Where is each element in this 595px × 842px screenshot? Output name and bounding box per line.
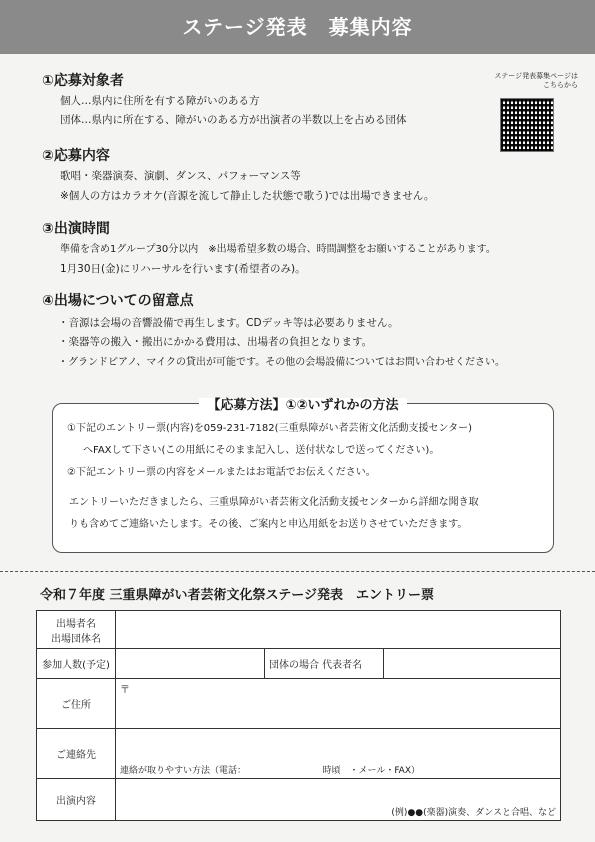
participant-count-label: 参加人数(予定): [37, 649, 116, 679]
contact-field[interactable]: [116, 729, 561, 779]
note-equipment: ・グランドピアノ、マイクの貸出が可能です。その他の会場設備についてはお問い合わせください。: [58, 357, 505, 368]
content-note: ※個人の方はカラオケ(音源を流して静止した状態で歌う)では出場できません。: [60, 190, 435, 202]
method-title: 【応募方法】①②いずれかの方法: [199, 398, 406, 413]
time-limit: 準備を含め1グループ30分以内 ※出場希望多数の場合、時間調整をお願いすることがあります。: [60, 244, 496, 255]
performance-content-field[interactable]: [116, 779, 561, 821]
entry-form-title: 令和７年度 三重県障がい者芸術文化祭ステージ発表 エントリー票: [40, 588, 435, 603]
page-title: ステージ発表 募集内容: [182, 15, 413, 39]
entry-form-table: [36, 610, 561, 821]
section-heading-content: ②応募内容: [42, 148, 110, 164]
rehearsal-note: 1月30日(金)にリハーサルを行います(希望者のみ)。: [60, 263, 306, 275]
qr-caption-line1: ステージ発表募集ページは: [494, 72, 578, 80]
performance-content-label: 出演内容: [37, 779, 116, 821]
note-instruments: ・楽器等の搬入・搬出にかかる費用は、出場者の負担となります。: [58, 336, 373, 348]
section-heading-notes: ④出場についての留意点: [42, 293, 194, 309]
eligibility-group: 団体…県内に所在する、障がいのある方が出演者の半数以上を占める団体: [60, 114, 407, 126]
section-heading-time: ③出演時間: [42, 221, 110, 237]
application-method-box: [52, 398, 554, 553]
method-fax-line2: へFAXして下さい(この用紙にそのまま記入し、送付状なしで送ってください)。: [83, 445, 440, 456]
method-email-line: ②下記エントリー票の内容をメールまたはお電話でお伝えください。: [67, 467, 376, 478]
representative-field[interactable]: [384, 649, 561, 679]
method-followup-line1: エントリーいただきましたら、三重県障がい者芸術文化活動支援センターから詳細な聞き取: [69, 497, 479, 508]
address-field[interactable]: [116, 679, 561, 729]
qr-caption-line2: こちらから: [543, 81, 578, 89]
qr-code-icon[interactable]: [500, 98, 554, 152]
postal-mark-icon: 〒: [120, 685, 130, 696]
performer-name-label: [37, 611, 116, 649]
contact-method-text: 連絡が取りやすい方法（電話： 時頃 ・メール・FAX）: [120, 766, 420, 776]
content-types: 歌唱・楽器演奏、演劇、ダンス、パフォーマンス等: [60, 170, 301, 182]
performer-label-line1: 出場者名: [56, 618, 96, 630]
content-example-text: (例)●●(楽器)演奏、ダンスと合唱、など: [391, 808, 556, 818]
performer-name-field[interactable]: [116, 611, 561, 649]
method-title-wrap: [53, 394, 553, 413]
participant-count-field[interactable]: [116, 649, 265, 679]
contact-label: ご連絡先: [37, 729, 116, 779]
cut-line-divider: [0, 571, 595, 572]
method-followup-line2: りも含めてご連絡いたします。その後、ご案内と申込用紙をお送りさせていただきます。: [69, 519, 468, 530]
qr-caption: [468, 72, 578, 90]
section-heading-eligibility: ①応募対象者: [42, 73, 124, 89]
note-sound: ・音源は会場の音響設備で再生します。CDデッキ等は必要ありません。: [58, 317, 399, 329]
method-fax-line1: ①下記のエントリー票(内容)を059-231-7182(三重県障がい者芸術文化活動支援センター): [67, 423, 473, 434]
eligibility-individual: 個人…県内に住所を有する障がいのある方: [60, 95, 260, 107]
page-header: [0, 0, 595, 54]
address-label: ご住所: [37, 679, 116, 729]
performer-label-line2: 出場団体名: [51, 633, 101, 645]
representative-label: 団体の場合 代表者名: [265, 649, 384, 679]
